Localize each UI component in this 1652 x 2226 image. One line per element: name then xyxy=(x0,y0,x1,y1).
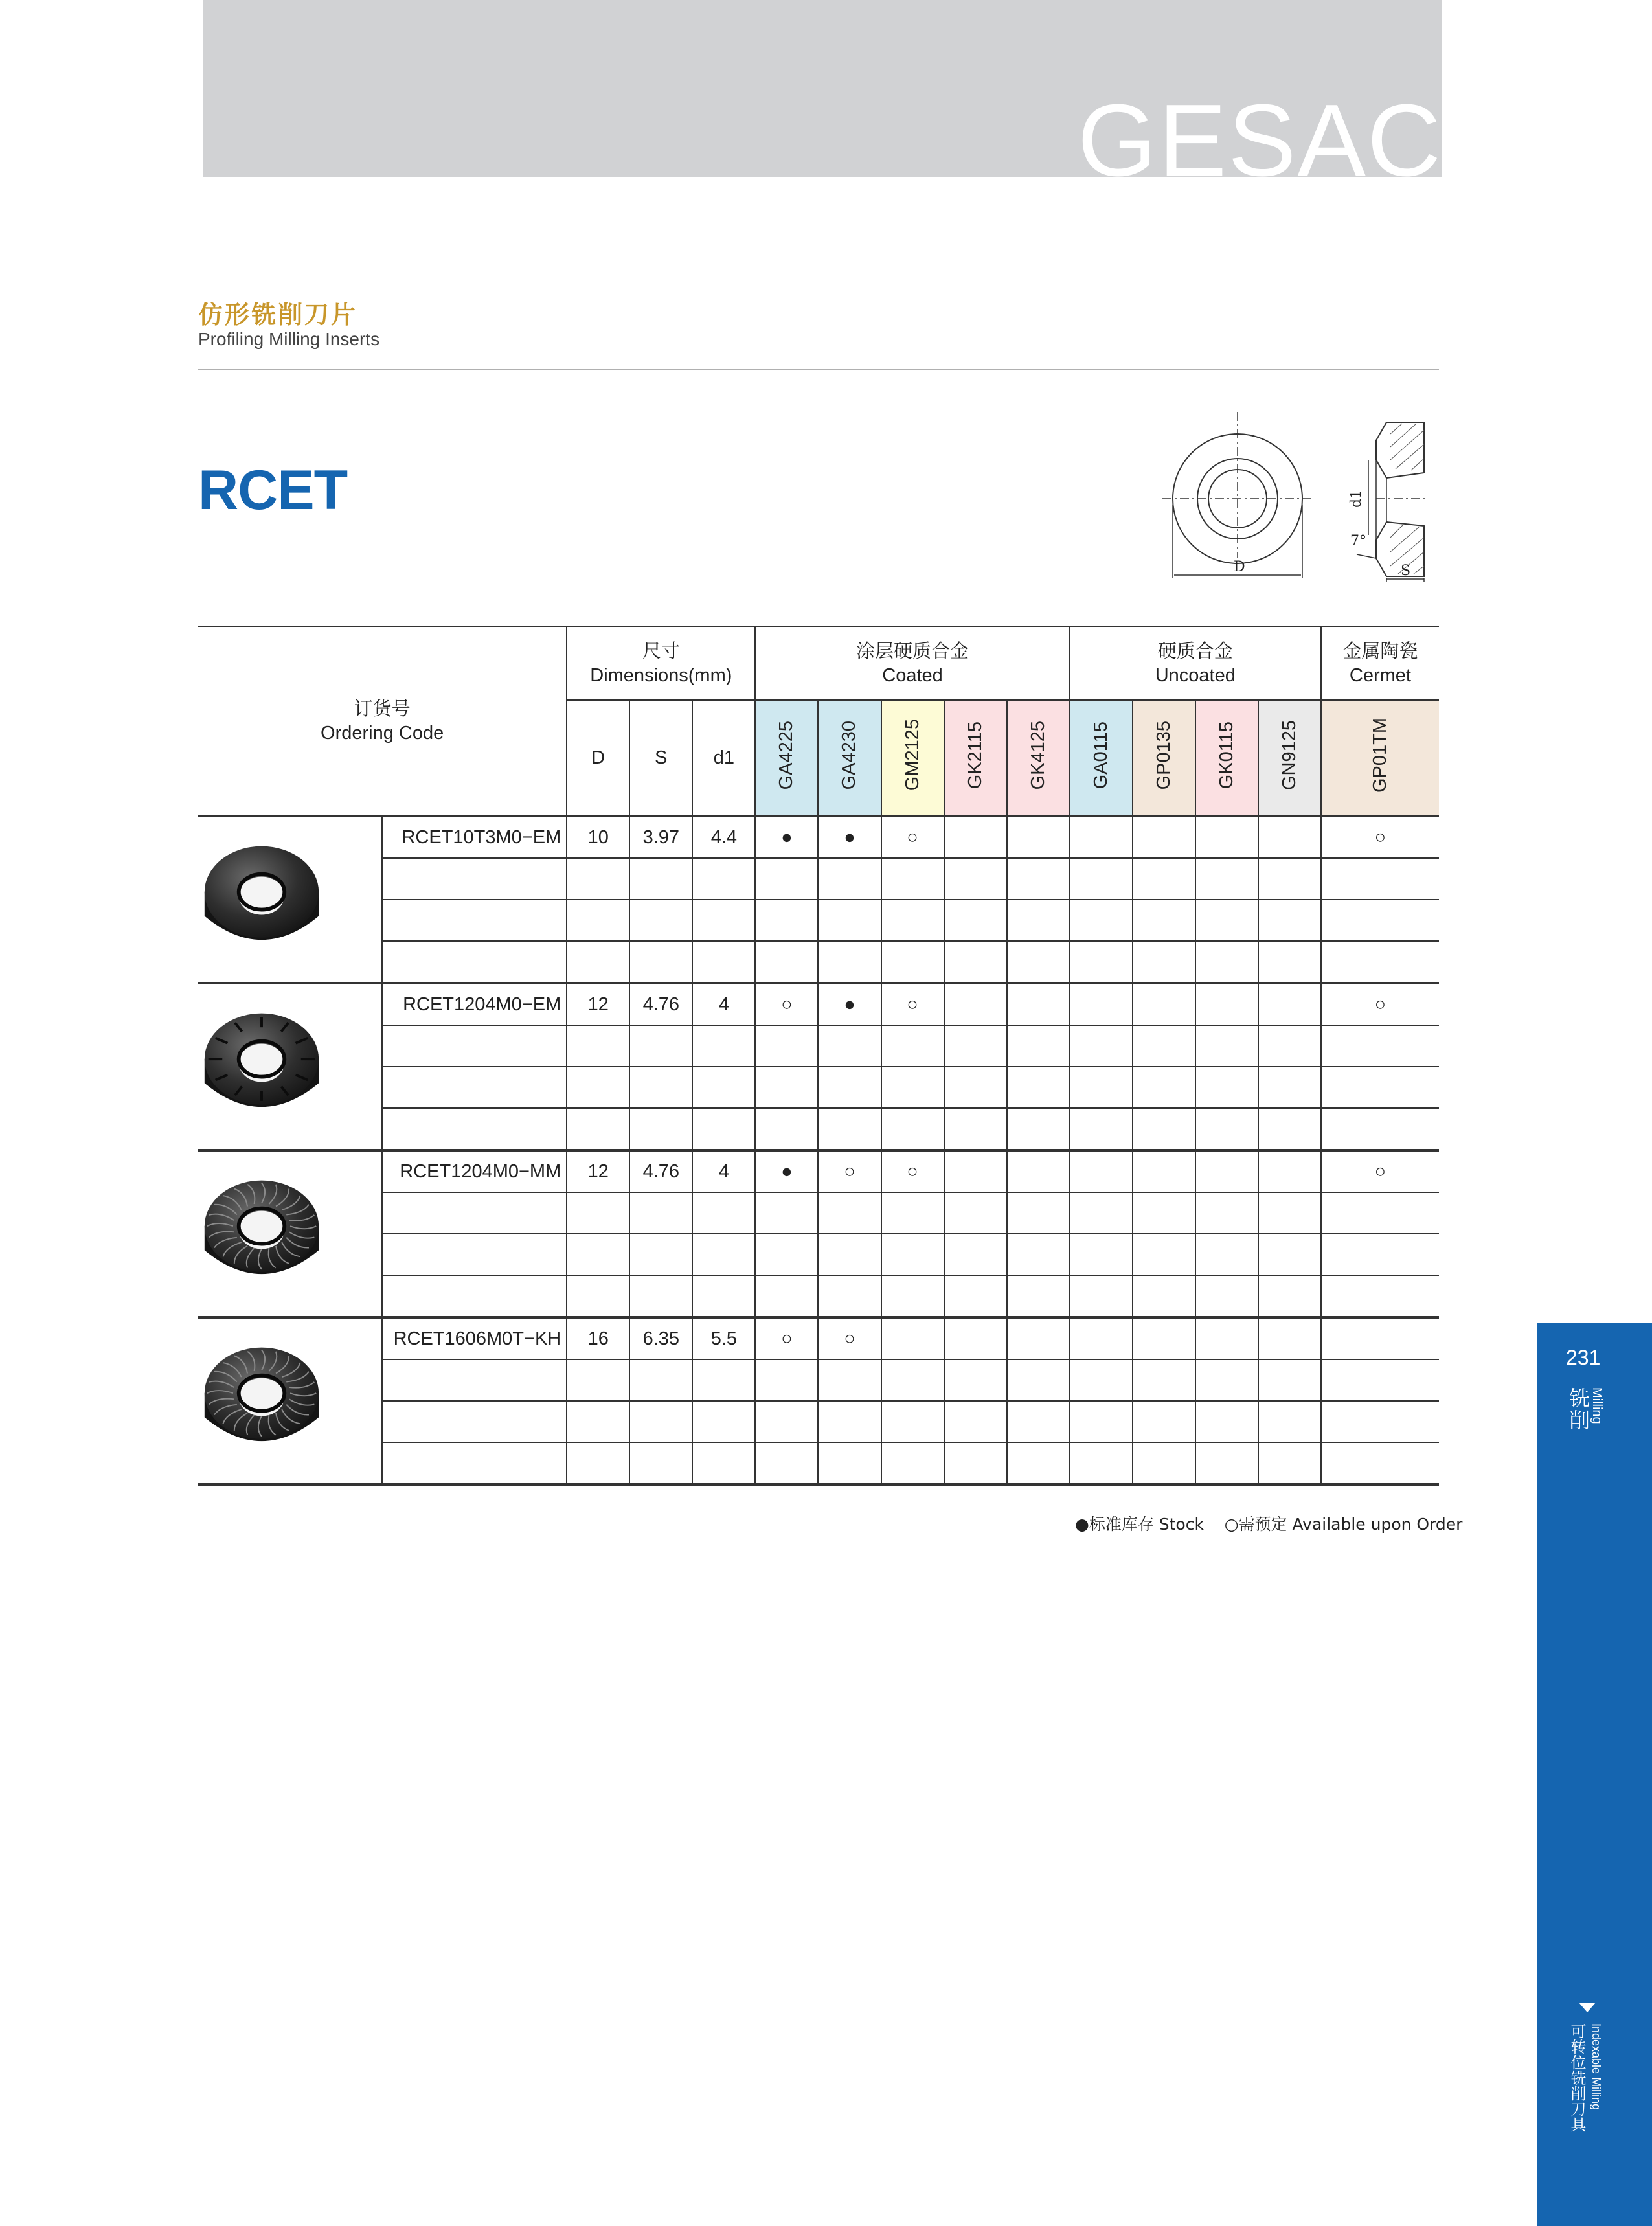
empty-cell xyxy=(818,858,881,900)
empty-cell xyxy=(818,1025,881,1067)
empty-cell xyxy=(1321,1359,1439,1401)
empty-cell xyxy=(1133,1275,1195,1317)
nav-category-en[interactable]: Indexable Milling xyxy=(1590,2023,1603,2111)
empty-cell xyxy=(881,1067,944,1108)
legend-order: ○需预定 Available upon Order xyxy=(1224,1515,1463,1534)
empty-cell xyxy=(1321,1108,1439,1150)
empty-cell xyxy=(567,1067,629,1108)
availability-mark xyxy=(1133,1317,1195,1359)
empty-cell xyxy=(755,1234,818,1275)
ordering-code-en: Ordering Code xyxy=(321,723,444,744)
dim-d-cell: 16 xyxy=(567,1317,629,1359)
label-d1: d1 xyxy=(1348,489,1364,508)
empty-cell xyxy=(1321,1401,1439,1442)
empty-cell xyxy=(1321,1067,1439,1108)
availability-mark: ○ xyxy=(881,983,944,1025)
product-image-cell xyxy=(198,816,382,983)
empty-cell xyxy=(818,1359,881,1401)
dim-d-cell: 10 xyxy=(567,816,629,858)
availability-mark xyxy=(1195,1317,1258,1359)
empty-cell xyxy=(382,1234,567,1275)
availability-mark xyxy=(944,1150,1007,1192)
empty-cell xyxy=(1258,1401,1321,1442)
empty-cell xyxy=(1321,900,1439,941)
empty-cell xyxy=(1321,1442,1439,1484)
availability-mark xyxy=(1007,1150,1070,1192)
availability-mark: ● xyxy=(818,816,881,858)
empty-cell xyxy=(382,1359,567,1401)
dim-d-cell: 12 xyxy=(567,1150,629,1192)
empty-cell xyxy=(1258,1067,1321,1108)
empty-cell xyxy=(382,1442,567,1484)
dim-d1-cell: 4.4 xyxy=(692,816,755,858)
label-D: D xyxy=(1234,559,1245,575)
empty-cell xyxy=(1007,900,1070,941)
availability-mark xyxy=(1258,816,1321,858)
empty-cell xyxy=(881,1025,944,1067)
empty-cell xyxy=(1133,1234,1195,1275)
grade-header-ga0115: GA0115 xyxy=(1070,700,1133,816)
availability-mark: ○ xyxy=(755,1317,818,1359)
empty-cell xyxy=(629,1108,692,1150)
availability-mark: ○ xyxy=(1321,1150,1439,1192)
empty-cell xyxy=(1321,1275,1439,1317)
empty-cell xyxy=(629,1067,692,1108)
empty-cell xyxy=(1133,900,1195,941)
coated-group-header: 涂层硬质合金 Coated xyxy=(755,626,1069,700)
empty-cell xyxy=(818,1067,881,1108)
empty-cell xyxy=(382,1025,567,1067)
ordering-code-header xyxy=(198,626,567,816)
model-title: RCET xyxy=(198,459,348,521)
empty-cell xyxy=(881,858,944,900)
empty-cell xyxy=(692,1108,755,1150)
label-angle: 7° xyxy=(1350,533,1366,549)
empty-cell xyxy=(1070,1234,1133,1275)
empty-cell xyxy=(1321,1192,1439,1234)
section-title-cn: 仿形铣削刀片 xyxy=(198,301,358,329)
empty-cell xyxy=(382,941,567,983)
empty-cell xyxy=(1133,1108,1195,1150)
empty-cell xyxy=(1321,1234,1439,1275)
availability-mark xyxy=(944,983,1007,1025)
availability-mark: ○ xyxy=(1321,816,1439,858)
insert-photo-insert-wave xyxy=(198,1166,325,1296)
empty-cell xyxy=(1195,1359,1258,1401)
availability-mark xyxy=(1133,983,1195,1025)
empty-cell xyxy=(382,1192,567,1234)
empty-cell xyxy=(382,1275,567,1317)
grade-header-gk2115: GK2115 xyxy=(944,700,1007,816)
empty-cell xyxy=(1195,1108,1258,1150)
dim-d-cell: 12 xyxy=(567,983,629,1025)
empty-cell xyxy=(944,1234,1007,1275)
insert-photo-insert-grooved xyxy=(198,999,325,1129)
empty-cell xyxy=(944,1192,1007,1234)
empty-cell xyxy=(692,858,755,900)
empty-cell xyxy=(881,1401,944,1442)
grade-header-gm2125: GM2125 xyxy=(881,700,944,816)
empty-cell xyxy=(881,1442,944,1484)
brand-logo-text: GESAC xyxy=(1077,84,1442,177)
empty-cell xyxy=(1258,1025,1321,1067)
table-row xyxy=(198,900,1439,941)
empty-cell xyxy=(692,1192,755,1234)
empty-cell xyxy=(755,1442,818,1484)
empty-cell xyxy=(881,1359,944,1401)
empty-cell xyxy=(382,858,567,900)
spec-table xyxy=(198,626,1439,1486)
empty-cell xyxy=(1258,941,1321,983)
empty-cell xyxy=(755,1275,818,1317)
availability-mark xyxy=(1070,816,1133,858)
col-D: D xyxy=(567,700,629,816)
empty-cell xyxy=(1195,1067,1258,1108)
empty-cell xyxy=(881,1192,944,1234)
empty-cell xyxy=(382,1108,567,1150)
empty-cell xyxy=(1133,941,1195,983)
empty-cell xyxy=(944,1067,1007,1108)
empty-cell xyxy=(1007,1359,1070,1401)
empty-cell xyxy=(692,1275,755,1317)
availability-mark xyxy=(1070,1150,1133,1192)
empty-cell xyxy=(692,1234,755,1275)
ordering-code-cell: RCET1204M0−MM xyxy=(382,1150,567,1192)
ordering-code-cell: RCET1204M0−EM xyxy=(382,983,567,1025)
availability-mark xyxy=(1195,816,1258,858)
empty-cell xyxy=(755,900,818,941)
side-category-cn: 铣削 xyxy=(1566,1387,1590,1431)
product-image-cell xyxy=(198,1317,382,1484)
empty-cell xyxy=(818,1275,881,1317)
empty-cell xyxy=(755,1025,818,1067)
availability-mark xyxy=(1133,816,1195,858)
table-row xyxy=(198,1067,1439,1108)
empty-cell xyxy=(629,1025,692,1067)
availability-mark: ○ xyxy=(881,816,944,858)
legend-stock: ●标准库存 Stock xyxy=(1075,1515,1204,1534)
empty-cell xyxy=(629,1401,692,1442)
empty-cell xyxy=(692,1359,755,1401)
dim-d1-cell: 4 xyxy=(692,1150,755,1192)
availability-mark xyxy=(1258,1317,1321,1359)
grade-header-ga4225: GA4225 xyxy=(755,700,818,816)
page-number: 231 xyxy=(1566,1346,1601,1369)
empty-cell xyxy=(629,941,692,983)
availability-mark: ● xyxy=(818,983,881,1025)
availability-mark: ○ xyxy=(818,1317,881,1359)
dimensions-group-header: 尺寸 Dimensions(mm) xyxy=(567,626,755,700)
empty-cell xyxy=(818,900,881,941)
empty-cell xyxy=(567,858,629,900)
dim-s-cell: 4.76 xyxy=(629,983,692,1025)
availability-mark xyxy=(1007,816,1070,858)
table-row xyxy=(198,1401,1439,1442)
empty-cell xyxy=(1258,1275,1321,1317)
grade-header-gn9125: GN9125 xyxy=(1258,700,1321,816)
availability-mark: ● xyxy=(755,1150,818,1192)
legend xyxy=(1075,1512,1463,1535)
availability-mark xyxy=(1007,983,1070,1025)
empty-cell xyxy=(1070,1192,1133,1234)
table-row xyxy=(198,1317,1439,1359)
empty-cell xyxy=(1195,1442,1258,1484)
empty-cell xyxy=(629,1359,692,1401)
table-row xyxy=(198,1234,1439,1275)
empty-cell xyxy=(944,1442,1007,1484)
empty-cell xyxy=(692,1442,755,1484)
dim-s-cell: 3.97 xyxy=(629,816,692,858)
empty-cell xyxy=(629,858,692,900)
availability-mark xyxy=(944,816,1007,858)
empty-cell xyxy=(818,1108,881,1150)
empty-cell xyxy=(818,1442,881,1484)
availability-mark: ○ xyxy=(818,1150,881,1192)
col-d1: d1 xyxy=(692,700,755,816)
empty-cell xyxy=(1258,858,1321,900)
empty-cell xyxy=(692,1025,755,1067)
empty-cell xyxy=(1007,1401,1070,1442)
empty-cell xyxy=(567,1192,629,1234)
empty-cell xyxy=(881,1108,944,1150)
section-divider xyxy=(198,369,1439,370)
insert-photo-insert-plain xyxy=(198,832,325,962)
empty-cell xyxy=(818,1401,881,1442)
empty-cell xyxy=(1321,858,1439,900)
empty-cell xyxy=(1070,1275,1133,1317)
empty-cell xyxy=(1007,1067,1070,1108)
ordering-code-cell: RCET10T3M0−EM xyxy=(382,816,567,858)
empty-cell xyxy=(1007,858,1070,900)
table-row xyxy=(198,1359,1439,1401)
empty-cell xyxy=(818,941,881,983)
empty-cell xyxy=(1321,1025,1439,1067)
empty-cell xyxy=(944,1401,1007,1442)
empty-cell xyxy=(944,1108,1007,1150)
grade-header-gk0115: GK0115 xyxy=(1195,700,1258,816)
availability-mark xyxy=(1195,983,1258,1025)
insert-technical-drawing xyxy=(1162,408,1441,586)
ordering-code-cell: RCET1606M0T−KH xyxy=(382,1317,567,1359)
empty-cell xyxy=(944,900,1007,941)
empty-cell xyxy=(1007,1192,1070,1234)
cermet-group-header: 金属陶瓷 Cermet xyxy=(1321,626,1439,700)
empty-cell xyxy=(567,900,629,941)
availability-mark xyxy=(1070,983,1133,1025)
availability-mark: ● xyxy=(755,816,818,858)
empty-cell xyxy=(1195,900,1258,941)
empty-cell xyxy=(567,1442,629,1484)
empty-cell xyxy=(629,1442,692,1484)
empty-cell xyxy=(382,900,567,941)
nav-category-cn[interactable]: 可转位铣削刀具 xyxy=(1568,2023,1586,2132)
side-category-en: Milling xyxy=(1590,1387,1604,1424)
availability-mark xyxy=(881,1317,944,1359)
table-row xyxy=(198,1192,1439,1234)
empty-cell xyxy=(1258,900,1321,941)
nav-arrow-icon[interactable] xyxy=(1579,2003,1596,2012)
empty-cell xyxy=(1007,1025,1070,1067)
grade-header-gp01tm: GP01TM xyxy=(1321,700,1439,816)
empty-cell xyxy=(629,900,692,941)
empty-cell xyxy=(1070,1108,1133,1150)
empty-cell xyxy=(692,1067,755,1108)
section-title-en: Profiling Milling Inserts xyxy=(198,329,380,349)
dim-d1-cell: 5.5 xyxy=(692,1317,755,1359)
empty-cell xyxy=(567,1025,629,1067)
table-row xyxy=(198,1150,1439,1192)
empty-cell xyxy=(567,1108,629,1150)
grade-header-gp0135: GP0135 xyxy=(1133,700,1195,816)
table-row xyxy=(198,941,1439,983)
table-row xyxy=(198,858,1439,900)
empty-cell xyxy=(1070,1401,1133,1442)
empty-cell xyxy=(1007,1108,1070,1150)
table-row xyxy=(198,1442,1439,1484)
empty-cell xyxy=(567,1275,629,1317)
empty-cell xyxy=(755,1359,818,1401)
ordering-code-cn: 订货号 xyxy=(354,698,411,720)
empty-cell xyxy=(1133,1401,1195,1442)
top-banner xyxy=(203,0,1442,177)
table-row xyxy=(198,983,1439,1025)
side-tab xyxy=(1537,1323,1652,2226)
empty-cell xyxy=(1258,1108,1321,1150)
empty-cell xyxy=(1007,941,1070,983)
empty-cell xyxy=(1070,1442,1133,1484)
grade-header-gk4125: GK4125 xyxy=(1007,700,1070,816)
empty-cell xyxy=(944,1025,1007,1067)
empty-cell xyxy=(755,941,818,983)
empty-cell xyxy=(755,858,818,900)
empty-cell xyxy=(881,1234,944,1275)
empty-cell xyxy=(1321,941,1439,983)
empty-cell xyxy=(629,1275,692,1317)
empty-cell xyxy=(1258,1192,1321,1234)
empty-cell xyxy=(567,1234,629,1275)
empty-cell xyxy=(1195,1401,1258,1442)
empty-cell xyxy=(1195,1025,1258,1067)
availability-mark: ○ xyxy=(755,983,818,1025)
empty-cell xyxy=(629,1234,692,1275)
empty-cell xyxy=(1007,1275,1070,1317)
empty-cell xyxy=(1258,1234,1321,1275)
empty-cell xyxy=(944,1275,1007,1317)
empty-cell xyxy=(382,1401,567,1442)
empty-cell xyxy=(881,900,944,941)
availability-mark xyxy=(944,1317,1007,1359)
empty-cell xyxy=(1195,1192,1258,1234)
dim-d1-cell: 4 xyxy=(692,983,755,1025)
empty-cell xyxy=(1133,1359,1195,1401)
table-row xyxy=(198,1108,1439,1150)
empty-cell xyxy=(1007,1442,1070,1484)
empty-cell xyxy=(1133,1442,1195,1484)
empty-cell xyxy=(755,1067,818,1108)
empty-cell xyxy=(818,1234,881,1275)
grade-header-ga4230: GA4230 xyxy=(818,700,881,816)
empty-cell xyxy=(944,941,1007,983)
dim-s-cell: 4.76 xyxy=(629,1150,692,1192)
empty-cell xyxy=(944,1359,1007,1401)
label-S: S xyxy=(1401,563,1411,579)
empty-cell xyxy=(1007,1234,1070,1275)
empty-cell xyxy=(1195,941,1258,983)
availability-mark xyxy=(1258,983,1321,1025)
empty-cell xyxy=(881,941,944,983)
availability-mark xyxy=(1195,1150,1258,1192)
empty-cell xyxy=(755,1401,818,1442)
empty-cell xyxy=(1070,1359,1133,1401)
empty-cell xyxy=(1195,858,1258,900)
empty-cell xyxy=(567,941,629,983)
table-row xyxy=(198,1275,1439,1317)
dim-s-cell: 6.35 xyxy=(629,1317,692,1359)
empty-cell xyxy=(818,1192,881,1234)
empty-cell xyxy=(692,1401,755,1442)
empty-cell xyxy=(567,1401,629,1442)
empty-cell xyxy=(1195,1275,1258,1317)
empty-cell xyxy=(629,1192,692,1234)
empty-cell xyxy=(755,1192,818,1234)
empty-cell xyxy=(692,941,755,983)
empty-cell xyxy=(1195,1234,1258,1275)
empty-cell xyxy=(1258,1442,1321,1484)
empty-cell xyxy=(1133,858,1195,900)
empty-cell xyxy=(755,1108,818,1150)
availability-mark: ○ xyxy=(1321,983,1439,1025)
availability-mark: ○ xyxy=(881,1150,944,1192)
empty-cell xyxy=(881,1275,944,1317)
empty-cell xyxy=(1070,941,1133,983)
empty-cell xyxy=(1258,1359,1321,1401)
empty-cell xyxy=(1133,1192,1195,1234)
empty-cell xyxy=(944,858,1007,900)
empty-cell xyxy=(1070,900,1133,941)
empty-cell xyxy=(382,1067,567,1108)
availability-mark xyxy=(1321,1317,1439,1359)
empty-cell xyxy=(1070,1025,1133,1067)
empty-cell xyxy=(692,900,755,941)
col-S: S xyxy=(629,700,692,816)
uncoated-group-header: 硬质合金 Uncoated xyxy=(1070,626,1321,700)
availability-mark xyxy=(1007,1317,1070,1359)
insert-photo-insert-ridged xyxy=(198,1334,325,1463)
empty-cell xyxy=(1133,1067,1195,1108)
empty-cell xyxy=(1070,1067,1133,1108)
product-image-cell xyxy=(198,1150,382,1317)
availability-mark xyxy=(1070,1317,1133,1359)
table-row xyxy=(198,816,1439,858)
availability-mark xyxy=(1258,1150,1321,1192)
table-row xyxy=(198,1025,1439,1067)
empty-cell xyxy=(567,1359,629,1401)
availability-mark xyxy=(1133,1150,1195,1192)
empty-cell xyxy=(1070,858,1133,900)
empty-cell xyxy=(1133,1025,1195,1067)
product-image-cell xyxy=(198,983,382,1150)
